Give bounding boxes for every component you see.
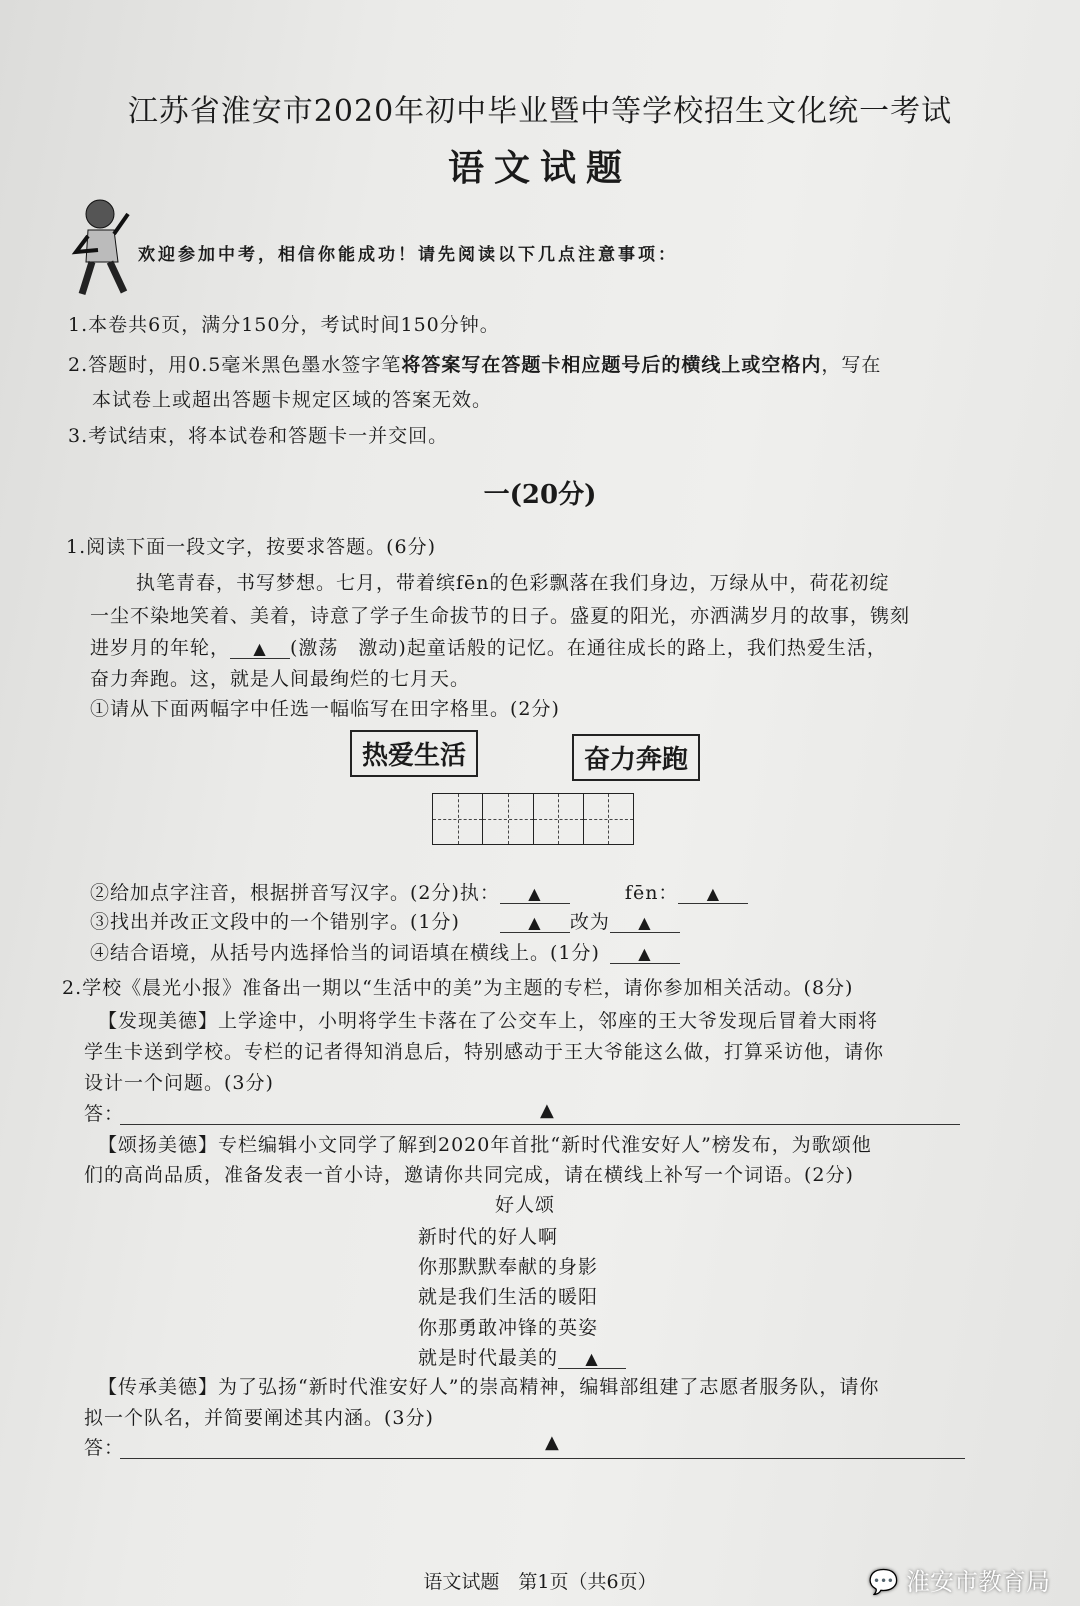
poem-line: 你那默默奉献的身影 <box>418 1256 599 1278</box>
q2-text: 拟一个队名，并简要阐述其内涵。(3分) <box>84 1407 434 1429</box>
answer-blank[interactable]: ▲ <box>610 913 680 933</box>
blank-marker: ▲ <box>540 1100 554 1121</box>
grid-cell[interactable] <box>483 794 533 844</box>
text: ④结合语境，从括号内选择恰当的词语填在横线上。(1分) <box>90 942 600 964</box>
tianzige-grid[interactable] <box>432 793 634 845</box>
section-heading: 一(20分) <box>483 480 597 510</box>
answer-blank[interactable]: ▲ <box>678 884 748 904</box>
q2-text: 【传承美德】为了弘扬“新时代淮安好人”的崇高精神，编辑部组建了志愿者服务队，请你 <box>98 1376 880 1398</box>
grid-cell[interactable] <box>534 794 584 844</box>
note-2-a: 2.答题时，用0.5毫米黑色墨水签字笔 <box>68 354 402 376</box>
q1-subquestion-4 <box>90 938 680 965</box>
watermark <box>868 1562 1050 1597</box>
poem-line: 就是我们生活的暖阳 <box>418 1286 599 1308</box>
grid-cell[interactable] <box>433 794 483 844</box>
calligraphy-sample-1: 热爱生活 <box>350 730 478 777</box>
q1-paragraph-line <box>90 633 887 660</box>
note-2-c: ，写在 <box>821 354 882 376</box>
page-footer: 语文试题 第1页（共6页） <box>423 1571 657 1593</box>
answer-blank[interactable]: ▲ <box>558 1349 626 1369</box>
note-1: 1.本卷共6页，满分150分，考试时间150分钟。 <box>68 314 500 336</box>
poem-line <box>418 1343 626 1370</box>
blank-marker: ▲ <box>545 1432 559 1453</box>
text: (激荡 激动)起童话般的记忆。在通往成长的路上，我们热爱生活， <box>290 637 887 659</box>
q1-paragraph-line: 执笔青春，书写梦想。七月，带着缤fēn的色彩飘落在我们身边，万绿从中，荷花初绽 <box>136 572 890 594</box>
welcome-text: 欢迎参加中考，相信你能成功！请先阅读以下几点注意事项： <box>138 245 678 265</box>
answer-blank[interactable]: ▲ <box>500 913 570 933</box>
text: ②给加点字注音，根据拼音写汉字。(2分)执： <box>90 882 500 904</box>
q2-text: 设计一个问题。(3分) <box>84 1072 274 1094</box>
q1-prompt: 1.阅读下面一段文字，按要求答题。(6分) <box>66 536 437 558</box>
q1-subquestion-3 <box>90 907 680 934</box>
poem-line: 新时代的好人啊 <box>418 1226 559 1248</box>
text: ③找出并改正文段中的一个错别字。(1分) <box>90 911 460 933</box>
q1-paragraph-line: 一尘不染地笑着、美着，诗意了学子生命拔节的日子。盛夏的阳光，亦洒满岁月的故事，镌刻 <box>90 605 911 627</box>
q2-text: 【发现美德】上学途中，小明将学生卡落在了公交车上，邻座的王大爷发现后冒着大雨将 <box>98 1010 879 1032</box>
q2-text: 们的高尚品质，准备发表一首小诗，邀请你共同完成，请在横线上补写一个词语。(2分) <box>84 1164 854 1186</box>
text: 就是时代最美的 <box>418 1347 559 1369</box>
answer-blank[interactable]: ▲ <box>610 944 680 964</box>
poem-title: 好人颂 <box>495 1194 556 1216</box>
watermark-text: 淮安市教育局 <box>906 1568 1050 1596</box>
q1-subquestion-2 <box>90 878 748 905</box>
q2-text: 学生卡送到学校。专栏的记者得知消息后，特别感动于王大爷能这么做，打算采访他，请你 <box>84 1041 885 1063</box>
note-3: 3.考试结束，将本试卷和答题卡一并交回。 <box>68 425 449 447</box>
answer-line[interactable] <box>120 1458 965 1459</box>
q2-prompt: 2.学校《晨光小报》准备出一期以“生活中的美”为主题的专栏，请你参加相关活动。(8分) <box>62 977 854 999</box>
answer-label: 答： <box>84 1437 125 1459</box>
note-2-cont: 本试卷上或超出答题卡规定区域的答案无效。 <box>92 389 493 411</box>
answer-label: 答： <box>84 1103 125 1125</box>
poem-line: 你那勇敢冲锋的英姿 <box>418 1317 599 1339</box>
calligraphy-sample-2: 奋力奔跑 <box>572 734 700 781</box>
text: fēn： <box>624 882 679 904</box>
q2-text: 【颂扬美德】专栏编辑小文同学了解到2020年首批“新时代淮安好人”榜发布，为歌颂他 <box>98 1134 872 1156</box>
q1-paragraph-line: 奋力奔跑。这，就是人间最绚烂的七月天。 <box>90 668 471 690</box>
grid-cell[interactable] <box>584 794 633 844</box>
note-2 <box>68 350 881 377</box>
answer-blank[interactable]: ▲ <box>500 884 570 904</box>
exam-subtitle: 语文试题 <box>447 148 632 189</box>
wechat-icon: 💬 <box>868 1568 899 1596</box>
answer-line[interactable] <box>120 1124 960 1125</box>
q1-subquestion-1: ①请从下面两幅字中任选一幅临写在田字格里。(2分) <box>90 698 560 720</box>
text: 进岁月的年轮， <box>90 637 231 659</box>
text: 改为 <box>569 911 610 933</box>
exam-title: 江苏省淮安市2020年初中毕业暨中等学校招生文化统一考试 <box>127 94 953 129</box>
answer-blank[interactable]: ▲ <box>230 639 290 659</box>
note-2-bold: 将答案写在答题卡相应题号后的横线上或空格内 <box>401 354 822 376</box>
cartoon-figure-icon <box>68 192 138 302</box>
